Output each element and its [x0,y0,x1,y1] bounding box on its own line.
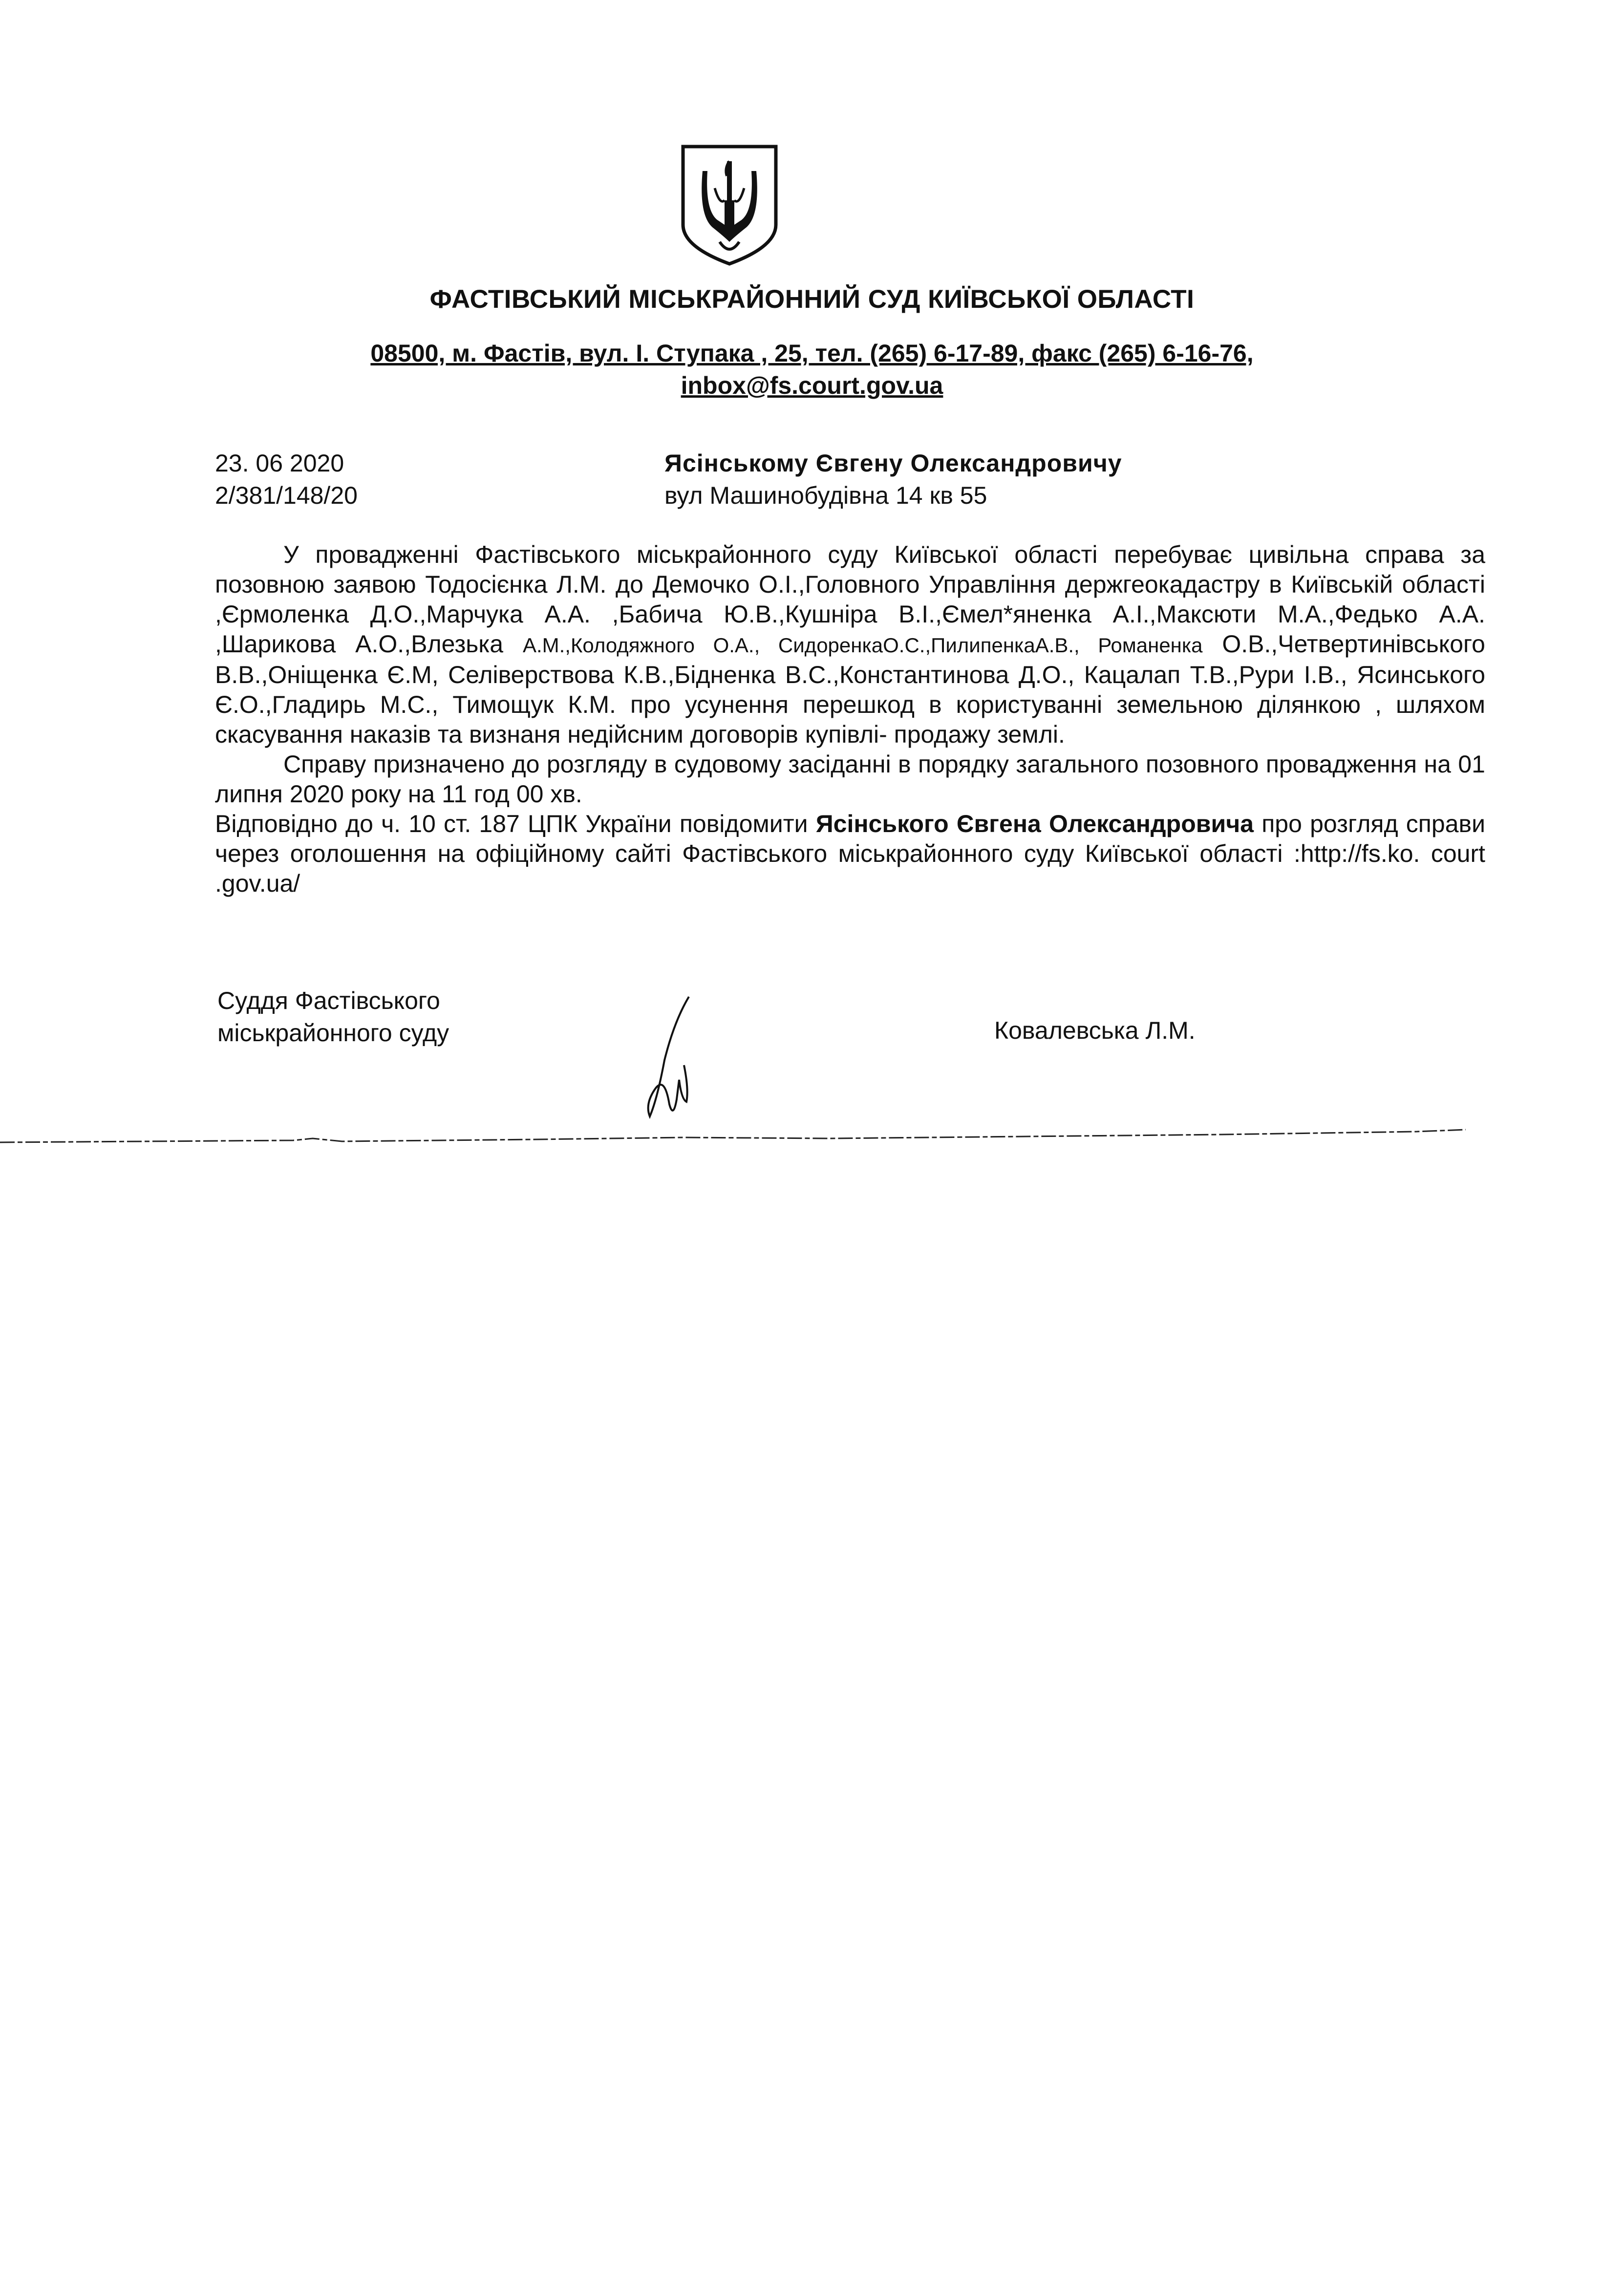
case-number: 2/381/148/20 [215,482,358,509]
paragraph-hearing: Справу призначено до розгляду в судовому засіданні в порядку загального позовного провадження на 01 липня 2020 року на 11 год 00 хв. [215,750,1485,808]
letter-body [215,540,1485,899]
case-info-text-cont: О.В.,Четвертинівського В.В.,Оніщенка Є.М, Селіверствова К.В.,Бідненка В.С.,Константинова Д.О., Кацалап Т.В.,Рури І.В., Ясинського Є.О.,Гладирь М.С., Тимощук К.М. про усунення перешкод в користуванні земельною ділянкою , шляхом скасування наказів та визнаня недійсним договорів купівлі- продажу землі. [215,630,1485,748]
recipient-block [664,447,1122,512]
case-info-small-text: А.М.,Колодяжного О.А., СидоренкаО.С.,ПилипенкаА.В., Романенка [522,634,1203,657]
judge-title-line-1: Суддя Фастівського [217,987,440,1014]
document-date: 23. 06 2020 [215,450,344,477]
court-name: ФАСТІВСЬКИЙ МІСЬКРАЙОННИЙ СУД КИЇВСЬКОЇ ОБЛАСТІ [429,285,1195,314]
court-address [0,337,1624,402]
notice-person-name: Ясінського Євгена Олександровича [815,810,1254,837]
document-meta [215,447,358,512]
judge-title-line-2: міськрайонного суду [217,1019,449,1047]
trident-coat-of-arms-icon [678,142,781,269]
address-line-1: 08500, м. Фастів, вул. І. Ступака , 25, тел. (265) 6-17-89, факс (265) 6-16-76, [370,340,1254,367]
recipient-address: вул Машинобудівна 14 кв 55 [664,482,987,509]
judge-title [217,985,449,1049]
paragraph-case-info [215,540,1485,750]
email-link[interactable]: inbox@fs.court.gov.ua [681,372,943,399]
case-info-text: У провадженні Фастівського міськрайонного суду Київської області перебуває цивільна справа за позовною заявою Тодосієнка Л.М. до Демочко О.І.,Головного Управління держгеокадастру в Київській області ,Єрмоленка Д.О.,Марчука А.А. ,Бабича Ю.В.,Кушніра В.І.,Ємел*яненка А.І.,Максюти М.А.,Федько А.А. ,Шарикова А.О.,Влезька [215,541,1485,658]
notice-text-cont: про розгляд справи через оголошення на офіційному сайті Фастівського міськрайонного суду Київської області :http://fs.ko. court .gov.ua/ [215,810,1485,897]
handwritten-signature [630,992,708,1124]
judge-name: Ковалевська Л.М. [994,1017,1196,1044]
paragraph-notice [215,809,1485,899]
notice-text: Відповідно до ч. 10 ст. 187 ЦПК України повідомити [215,810,816,837]
recipient-name: Ясінському Євгену Олександровичу [664,450,1122,477]
scan-artifact-line [0,1128,1624,1147]
